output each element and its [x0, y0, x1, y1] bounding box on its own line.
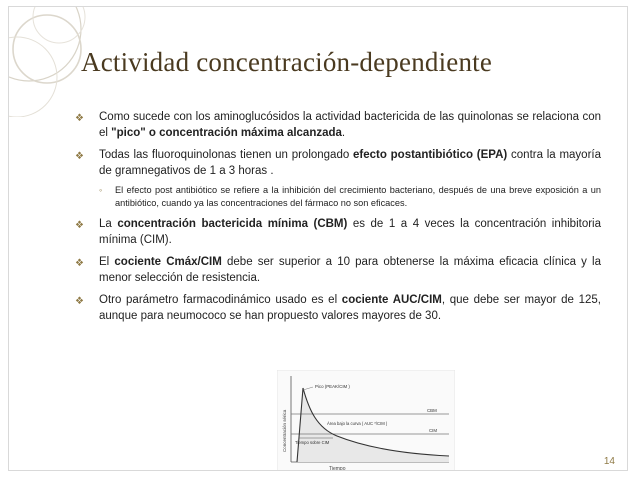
slide	[8, 6, 628, 471]
bullet-bold-text: cociente Cmáx/CIM	[114, 256, 222, 268]
bullet-item	[73, 254, 601, 286]
bullet-text: , que debe ser mayor de 125, aunque para neumococo se han propuesto valores mayores de 30.	[99, 294, 601, 322]
cbm-label: CBM	[427, 408, 437, 413]
bullet-text: Otro parámetro farmacodinámico usado es el	[99, 294, 342, 306]
bullet-text: debe ser superior a 10 para obtenerse la máxima eficacia clínica y la menor selección de resistencia.	[99, 256, 602, 284]
bullet-list	[73, 109, 601, 330]
sub-bullet-text: El efecto post antibiótico se refiere a la inhibición del crecimiento bacteriano, después de una breve exposición a un antibiótico, cuando ya las concentraciones del fármaco no son eficaces.	[115, 185, 601, 208]
bullet-text: Todas las fluoroquinolonas tienen un prolongado	[99, 149, 354, 161]
bullet-marker: ❖	[75, 258, 84, 269]
bullet-marker: ❖	[75, 113, 84, 124]
cim-label: CIM	[429, 428, 438, 433]
tiempo-sobre-cim-label: Tiempo sobre CIM	[295, 440, 330, 445]
bullet-text: es de 1 a 4 veces la concentración inhibitoria mínima (CIM).	[99, 218, 601, 246]
bullet-marker: ❖	[75, 151, 84, 162]
sub-bullet-marker: ◦	[99, 185, 103, 195]
bullet-item	[73, 147, 601, 179]
bullet-item	[73, 216, 601, 248]
bullet-bold-text: efecto postantibiótico (EPA)	[353, 149, 508, 161]
bullet-marker: ❖	[75, 220, 84, 231]
slide-title: Actividad concentración-dependiente	[81, 47, 493, 77]
bullet-bold-text: concentración bactericida mínima (CBM)	[117, 218, 348, 230]
bullet-text: Como sucede con los aminoglucósidos la actividad bactericida de las quinolonas se relaciona con el	[99, 111, 601, 139]
bullet-bold-text: cociente AUC/CIM	[341, 294, 442, 306]
bullet-bold-text: "pico" o concentración máxima alcanzada	[111, 127, 342, 139]
bullet-text: La	[99, 218, 118, 230]
bullet-text: contra la mayoría de gramnegativos de 1 a 3 horas .	[99, 149, 601, 177]
bullet-text: El	[99, 256, 115, 268]
bullet-item	[73, 109, 601, 141]
sub-bullet-item	[73, 184, 601, 210]
page-number: 14	[603, 456, 615, 467]
bullet-text: .	[341, 127, 346, 139]
y-axis-label: Concentración sérica	[282, 409, 287, 452]
x-axis-label: Tiempo	[329, 466, 346, 472]
pico-label: Pico (PEAK/CIM )	[315, 384, 350, 389]
bullet-item	[73, 292, 601, 324]
auc-label: Área bajo la curva ( AUC */CIM )	[327, 421, 388, 426]
pk-pd-diagram	[277, 370, 455, 471]
bullet-marker: ❖	[75, 296, 84, 307]
